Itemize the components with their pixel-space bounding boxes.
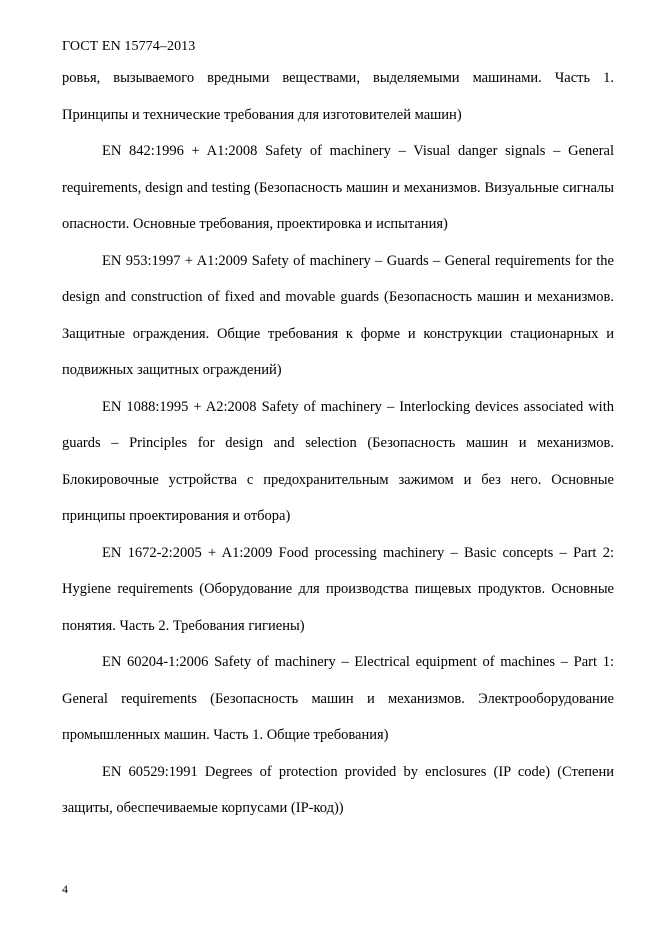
paragraph-continuation: ровья, вызываемого вредными веществами, выделяемыми машинами. Часть 1. Принципы и технические требования для изготовителей машин) <box>62 70 614 123</box>
reference-en-953: EN 953:1997 + A1:2009 Safety of machinery – Guards – General requirements for the design and construction of fixed and movable guards (Безопасность машин и механизмов. Защитные ограждения. Общие требования к форме и конструкции стационарных и подвижных защитных ограждений) <box>62 252 614 378</box>
document-body <box>62 60 614 827</box>
reference-en-1672-2: EN 1672-2:2005 + A1:2009 Food processing machinery – Basic concepts – Part 2: Hygiene requirements (Оборудование для производства пищевых продуктов. Основные понятия. Часть 2. Требования гигиены) <box>62 544 614 634</box>
reference-en-1088: EN 1088:1995 + A2:2008 Safety of machinery – Interlocking devices associated with guards – Principles for design and selection (Безопасность машин и механизмов. Блокировочные устройства с предохранительным зажимом и без него. Основные принципы проектирования и отбора) <box>62 398 614 524</box>
reference-en-842: EN 842:1996 + A1:2008 Safety of machinery – Visual danger signals – General requirements, design and testing (Безопасность машин и механизмов. Визуальные сигналы опасности. Основные требования, проектировка и испытания) <box>62 143 614 232</box>
page-number: 4 <box>62 882 68 896</box>
standard-header: ГОСТ EN 15774–2013 <box>62 39 196 54</box>
reference-en-60529: EN 60529:1991 Degrees of protection provided by enclosures (IP code) (Степени защиты, обеспечиваемые корпусами (IP-код)) <box>62 763 614 816</box>
reference-en-60204-1: EN 60204-1:2006 Safety of machinery – Electrical equipment of machines – Part 1: General requirements (Безопасность машин и механизмов. Электрооборудование промышленных машин. Часть 1. Общие требования) <box>62 654 614 743</box>
